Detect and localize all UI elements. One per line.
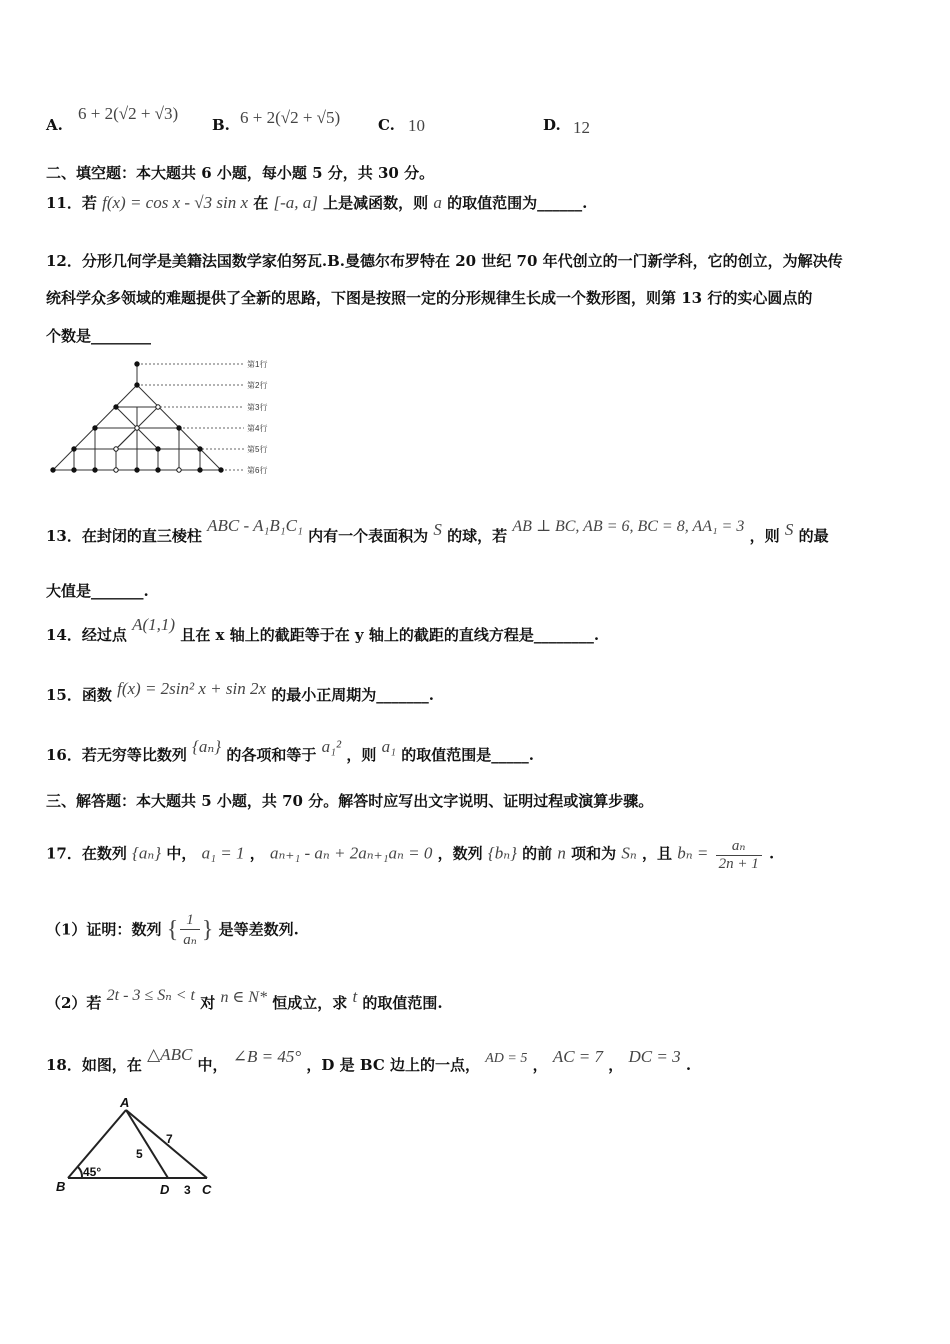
q17-part1-den: aₙ	[183, 932, 197, 948]
q11-num: 11．若	[46, 194, 97, 212]
question-17	[46, 836, 774, 873]
q17-part2-ineq: 2t - 3 ≤ Sₙ < t	[106, 987, 195, 1004]
q18-ac: AC = 7	[552, 1047, 604, 1066]
q13-s: S	[433, 520, 442, 539]
q17-p4: 的前	[522, 844, 553, 863]
q12-line2: 统科学众多领域的难题提供了全新的思路，下图是按照一定的分形规律生长成一个数形图，则第 13 行的实心圆点的	[46, 289, 813, 307]
q11-expr: f(x) = cos x - √3 sin x	[102, 193, 249, 212]
row-label-2: 第2行	[247, 381, 268, 390]
q13-mid2: 的球，若	[447, 527, 508, 545]
question-18	[46, 1045, 692, 1075]
q13-prism: ABC - A₁B₁C₁	[207, 516, 303, 535]
vertex-c-label: C	[202, 1182, 212, 1197]
option-b-value: 6 + 2(√2 + √5)	[240, 108, 341, 127]
q17-seq2: {bₙ}	[487, 843, 517, 863]
row-label-6: 第6行	[247, 466, 268, 475]
q15-expr: f(x) = 2sin² x + sin 2x	[117, 679, 267, 698]
q17-part1-fraction	[180, 912, 200, 949]
q18-prefix: 18．如图，在	[46, 1056, 142, 1074]
q17-part1-num: 1	[180, 912, 200, 930]
q15-prefix: 15．函数	[46, 686, 112, 704]
triangle-figure	[50, 1095, 230, 1205]
q18-ad: AD = 5	[485, 1051, 528, 1066]
q11-var: a	[433, 193, 442, 212]
question-14	[46, 615, 600, 645]
q17-part2-var: t	[352, 987, 358, 1006]
q17-p1: 中，	[166, 844, 197, 863]
q16-seq: {aₙ}	[192, 737, 222, 756]
q17-frac-num: aₙ	[716, 836, 762, 856]
q13-then: ，则	[749, 527, 780, 545]
q14-point: A(1,1)	[132, 615, 176, 634]
q13-mid: 内有一个表面积为	[308, 527, 429, 545]
q17-part1: （1）证明：数列 { $\frac{1}{\text{aₙ}}$ } 是等差数列.	[46, 912, 299, 948]
q17-part2	[46, 987, 443, 1013]
question-15	[46, 679, 434, 705]
q17-part2-prefix: （2）若	[46, 994, 102, 1012]
length-ac-label: 7	[166, 1132, 173, 1146]
q14-tail: 且在 x 轴上的截距等于在 y 轴上的截距的直线方程是________.	[180, 626, 600, 644]
q18-p2: ，D 是 BC 边上的一点，	[306, 1056, 480, 1074]
q13-s2: S	[784, 520, 794, 539]
option-b-label: B.	[212, 116, 230, 134]
q17-p2: ，	[249, 844, 265, 863]
q16-var: a₁	[381, 737, 397, 756]
length-ad-label: 5	[136, 1147, 143, 1161]
q13-cond: AB ⊥ BC, AB = 6, BC = 8, AA₁ = 3	[512, 518, 745, 535]
option-a-value: 6 + 2(√2 + √3)	[78, 104, 179, 123]
length-dc-label: 3	[184, 1183, 191, 1197]
question-16	[46, 737, 534, 765]
angle-b-label: 45°	[83, 1165, 102, 1179]
q12-line1: 12．分形几何学是美籍法国数学家伯努瓦.B.曼德尔布罗特在 20 世纪 70 年代创立的一门新学科，它的创立，为解决传	[46, 252, 843, 270]
q17-part2-tail: 的取值范围.	[362, 994, 443, 1012]
q17-part2-set: n ∈ N*	[220, 989, 267, 1006]
q17-prefix: 17．在数列	[46, 844, 127, 863]
q11-tail: 上是减函数，则	[323, 194, 429, 212]
q17-c1: a₁ = 1	[201, 843, 245, 863]
q13-prefix: 13．在封闭的直三棱柱	[46, 527, 202, 545]
q17-part1-prefix: （1）证明：数列	[46, 920, 162, 939]
question-13	[46, 516, 829, 546]
q15-tail: 的最小正周期为_______.	[271, 686, 434, 704]
q17-seq: {aₙ}	[132, 843, 162, 863]
q14-prefix: 14．经过点	[46, 626, 127, 644]
question-11	[46, 192, 587, 213]
option-d-label: D.	[543, 116, 561, 134]
vertex-d-label: D	[160, 1182, 170, 1197]
q18-end: .	[685, 1056, 692, 1074]
option-c-label: C.	[378, 116, 395, 134]
q18-sep1: ，	[532, 1056, 548, 1074]
q12-line3: 个数是________	[46, 327, 152, 345]
q16-val: a₁²	[321, 737, 342, 756]
q17-fraction	[716, 836, 762, 873]
q17-frac-den: 2n + 1	[718, 856, 759, 872]
row-label-1: 第1行	[247, 360, 268, 369]
q18-p1: 中，	[197, 1056, 228, 1074]
option-c-value: 10	[408, 116, 425, 135]
q17-p6: ，且	[641, 844, 672, 863]
q17-bn: bₙ =	[677, 843, 709, 863]
section3-title: 三、解答题：本大题共 5 小题，共 70 分。解答时应写出文字说明、证明过程或演算步骤。	[46, 792, 654, 810]
option-a-label: A.	[46, 116, 63, 134]
q17-end: .	[768, 844, 775, 863]
vertex-b-label: B	[56, 1179, 66, 1194]
row-label-3: 第3行	[247, 403, 268, 412]
q17-part1-tail: 是等差数列.	[218, 920, 299, 939]
row-label-4: 第4行	[247, 424, 268, 433]
q17-sn: Sₙ	[621, 843, 637, 863]
q16-tail: 的取值范围是_____.	[401, 746, 534, 764]
q13-tail: 的最	[798, 527, 829, 545]
option-d-value: 12	[573, 118, 590, 137]
q11-end: 的取值范围为______.	[447, 194, 588, 212]
section2-title: 二、填空题：本大题共 6 小题，每小题 5 分，共 30 分。	[46, 164, 435, 182]
q18-angle: ∠B = 45°	[232, 1047, 302, 1066]
q11-interval: [-a, a]	[273, 193, 318, 212]
q17-c2: aₙ₊₁ - aₙ + 2aₙ₊₁aₙ = 0	[269, 843, 433, 863]
q16-mid2: ，则	[346, 746, 377, 764]
q16-mid: 的各项和等于	[226, 746, 317, 764]
q17-part2-mid2: 恒成立，求	[272, 994, 348, 1012]
q17-p3: ，数列	[437, 844, 483, 863]
fractal-tree-figure	[40, 350, 280, 480]
q18-tri: △ABC	[147, 1045, 193, 1064]
q11-mid: 在	[253, 194, 269, 212]
vertex-a-label: A	[120, 1095, 130, 1110]
q17-part2-mid: 对	[200, 994, 216, 1012]
q17-p5: 项和为	[571, 844, 617, 863]
q18-dc: DC = 3	[628, 1047, 681, 1066]
q17-n: n	[557, 843, 566, 863]
q16-prefix: 16．若无穷等比数列	[46, 746, 187, 764]
q13-line2: 大值是_______.	[46, 582, 149, 600]
q18-sep2: ，	[608, 1056, 624, 1074]
row-label-5: 第5行	[247, 445, 268, 454]
